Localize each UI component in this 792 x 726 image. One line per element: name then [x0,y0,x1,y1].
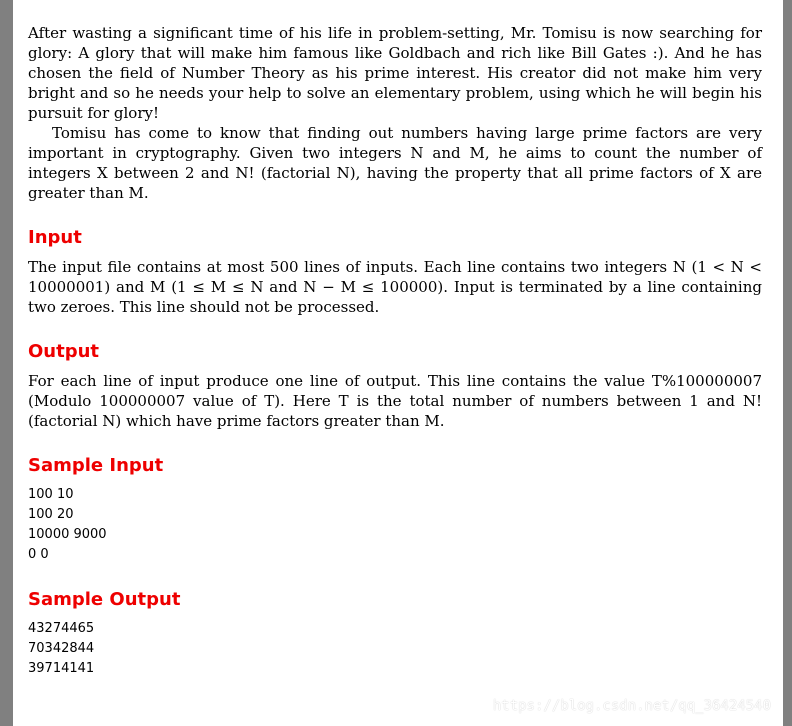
sample-input-heading: Sample Input [28,455,164,476]
input-description: The input file contains at most 500 lines of inputs. Each line contains two integers N (1 < N < 10000001) and M (1 ≤ M ≤ N and N − M ≤ 100000). Input is terminated by a line containing two zeroes. This line should not be processed. [28,258,762,316]
sample-input-line: 100 10 [28,487,74,502]
sample-input-line: 0 0 [28,547,49,562]
input-heading: Input [28,227,82,248]
output-description: For each line of input produce one line of output. This line contains the value T%100000007 (Modulo 100000007 value of T). Here T is the total number of numbers between 1 and N! (factorial N) which have prime factors greater than M. [28,372,762,430]
sample-output-block [28,619,762,679]
sample-output-line: 70342844 [28,641,95,656]
sample-input-line: 100 20 [28,507,74,522]
sample-output-line: 39714141 [28,661,95,676]
statement-paragraph-2: Tomisu has come to know that finding out numbers having large prime factors are very important in cryptography. Given two integers N and M, he aims to count the number of integers X between 2 and N! (factorial N), having the property that all prime factors of X are greater than M. [28,124,762,202]
sample-output-heading: Sample Output [28,589,181,610]
problem-page [13,0,783,726]
watermark-text: https://blog.csdn.net/qq_36424540 [492,698,771,714]
output-heading: Output [28,341,100,362]
statement-paragraph-1: After wasting a significant time of his life in problem-setting, Mr. Tomisu is now searching for glory: A glory that will make him famous like Goldbach and rich like Bill Gates :). And he has chosen the field of Number Theory as his prime interest. His creator did not make him very bright and so he needs your help to solve an elementary problem, using which he will begin his pursuit for glory! [28,24,762,122]
sample-output-line: 43274465 [28,621,95,636]
problem-content [28,23,762,679]
sample-input-line: 10000 9000 [28,527,107,542]
sample-input-block [28,485,762,565]
